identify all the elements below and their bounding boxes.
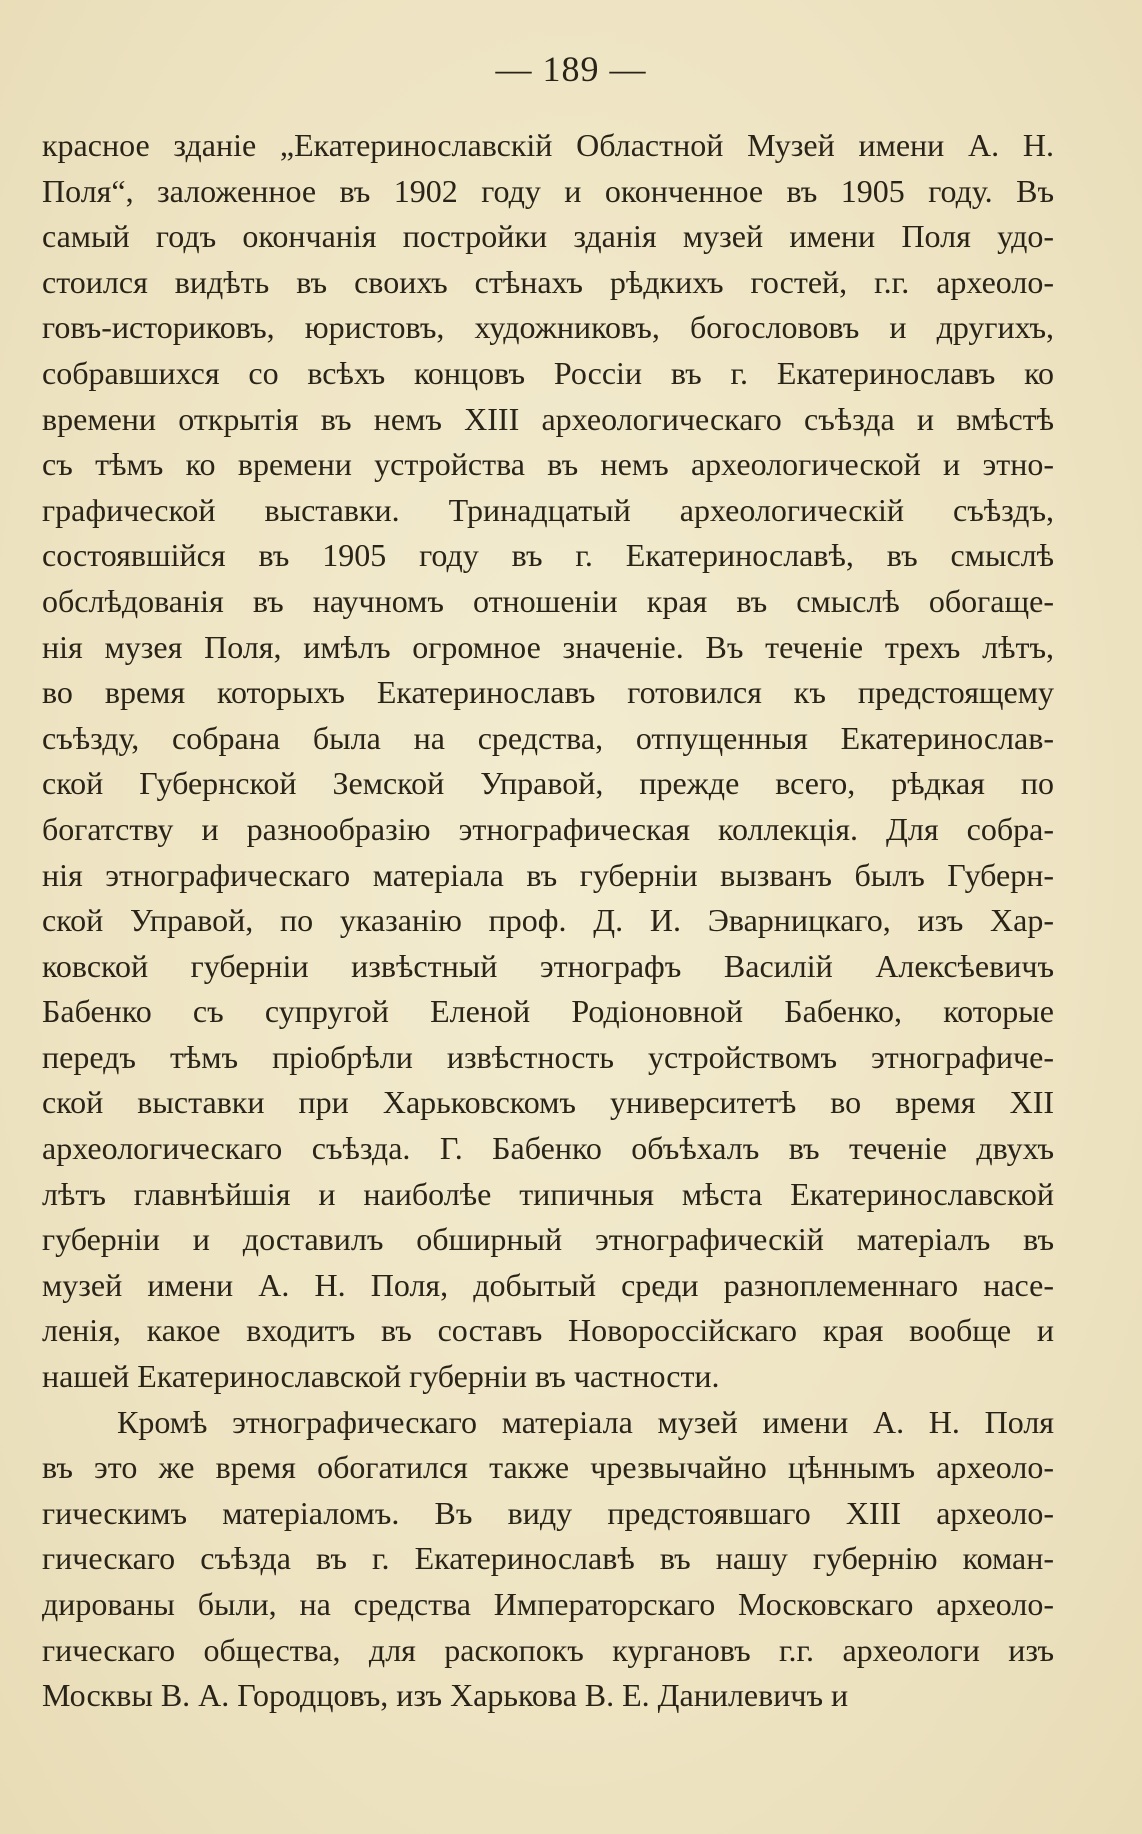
- text-line: нашей Екатеринославской губерніи въ частности.: [42, 1358, 720, 1395]
- text-line: въ это же время обогатился также чрезвычайно цѣннымъ археоло-: [42, 1449, 1054, 1486]
- text-line: времени открытія въ немъ XIII археологическаго съѣзда и вмѣстѣ: [42, 400, 1054, 437]
- page-number: — 189 —: [495, 49, 647, 89]
- text-line: состоявшійся въ 1905 году въ г. Екатеринославѣ, въ смыслѣ: [42, 537, 1054, 574]
- text-line: нія этнографическаго матеріала въ губерніи вызванъ былъ Губерн-: [42, 856, 1054, 893]
- text-line: Бабенко съ супругой Еленой Родіоновной Бабенко, которые: [42, 993, 1054, 1030]
- paragraph: [42, 1400, 1054, 1719]
- text-line: ковской губерніи извѣстный этнографъ Василій Алексѣевичъ: [42, 947, 1054, 984]
- text-line: графической выставки. Тринадцатый археологическій съѣздъ,: [42, 491, 1054, 528]
- text-line: музей имени А. Н. Поля, добытый среди разноплеменнаго насе-: [42, 1266, 1054, 1303]
- body-text: [42, 123, 1054, 1719]
- text-line: нія музея Поля, имѣлъ огромное значеніе. Въ теченіе трехъ лѣтъ,: [42, 628, 1054, 665]
- text-line: богатству и разнообразію этнографическая коллекція. Для собра-: [42, 810, 1054, 847]
- text-line: археологическаго съѣзда. Г. Бабенко объѣхалъ въ теченіе двухъ: [42, 1130, 1054, 1167]
- text-line: гическаго съѣзда въ г. Екатеринославѣ въ нашу губернію коман-: [42, 1540, 1054, 1577]
- paragraph: [42, 123, 1054, 1400]
- text-line: самый годъ окончанія постройки зданія музей имени Поля удо-: [42, 218, 1054, 255]
- text-line: передъ тѣмъ пріобрѣли извѣстность устройствомъ этнографиче-: [42, 1038, 1054, 1075]
- text-line: ской выставки при Харьковскомъ университетѣ во время XII: [42, 1084, 1054, 1121]
- text-line: Поля“, заложенное въ 1902 году и оконченное въ 1905 году. Въ: [42, 172, 1054, 209]
- text-line: говъ-историковъ, юристовъ, художниковъ, богослововъ и другихъ,: [42, 309, 1054, 346]
- text-line: во время которыхъ Екатеринославъ готовился къ предстоящему: [42, 674, 1054, 711]
- text-line: съ тѣмъ ко времени устройства въ немъ археологической и этно-: [42, 446, 1054, 483]
- text-line: ской Губернской Земской Управой, прежде всего, рѣдкая по: [42, 765, 1054, 802]
- text-line: красное зданіе „Екатеринославскій Областной Музей имени А. Н.: [42, 127, 1054, 163]
- text-line: лѣтъ главнѣйшія и наиболѣе типичныя мѣста Екатеринославской: [42, 1175, 1054, 1212]
- text-line: обслѣдованія въ научномъ отношеніи края въ смыслѣ обогаще-: [42, 582, 1054, 619]
- text-line: съѣзду, собрана была на средства, отпущенныя Екатеринослав-: [42, 719, 1054, 756]
- text-line: ленія, какое входитъ въ составъ Новороссійскаго края вообще и: [42, 1312, 1054, 1349]
- text-line: губерніи и доставилъ обширный этнографическій матеріалъ въ: [42, 1221, 1054, 1258]
- text-line: дированы были, на средства Императорскаго Московскаго археоло-: [42, 1586, 1054, 1622]
- text-line: Москвы В. А. Городцовъ, изъ Харькова В. Е. Данилевичъ и: [42, 1677, 849, 1714]
- text-line: ской Управой, по указанію проф. Д. И. Эварницкаго, изъ Хар-: [42, 902, 1054, 939]
- text-line: стоился видѣть въ своихъ стѣнахъ рѣдкихъ гостей, г.г. археоло-: [42, 263, 1054, 300]
- text-line: собравшихся со всѣхъ концовъ Россіи въ г. Екатеринославъ ко: [42, 354, 1054, 391]
- text-line: Кромѣ этнографическаго матеріала музей имени А. Н. Поля: [117, 1403, 1054, 1440]
- text-line: гическимъ матеріаломъ. Въ виду предстоявшаго XIII археоло-: [42, 1494, 1054, 1531]
- text-line: гическаго общества, для раскопокъ кургановъ г.г. археологи изъ: [42, 1631, 1054, 1668]
